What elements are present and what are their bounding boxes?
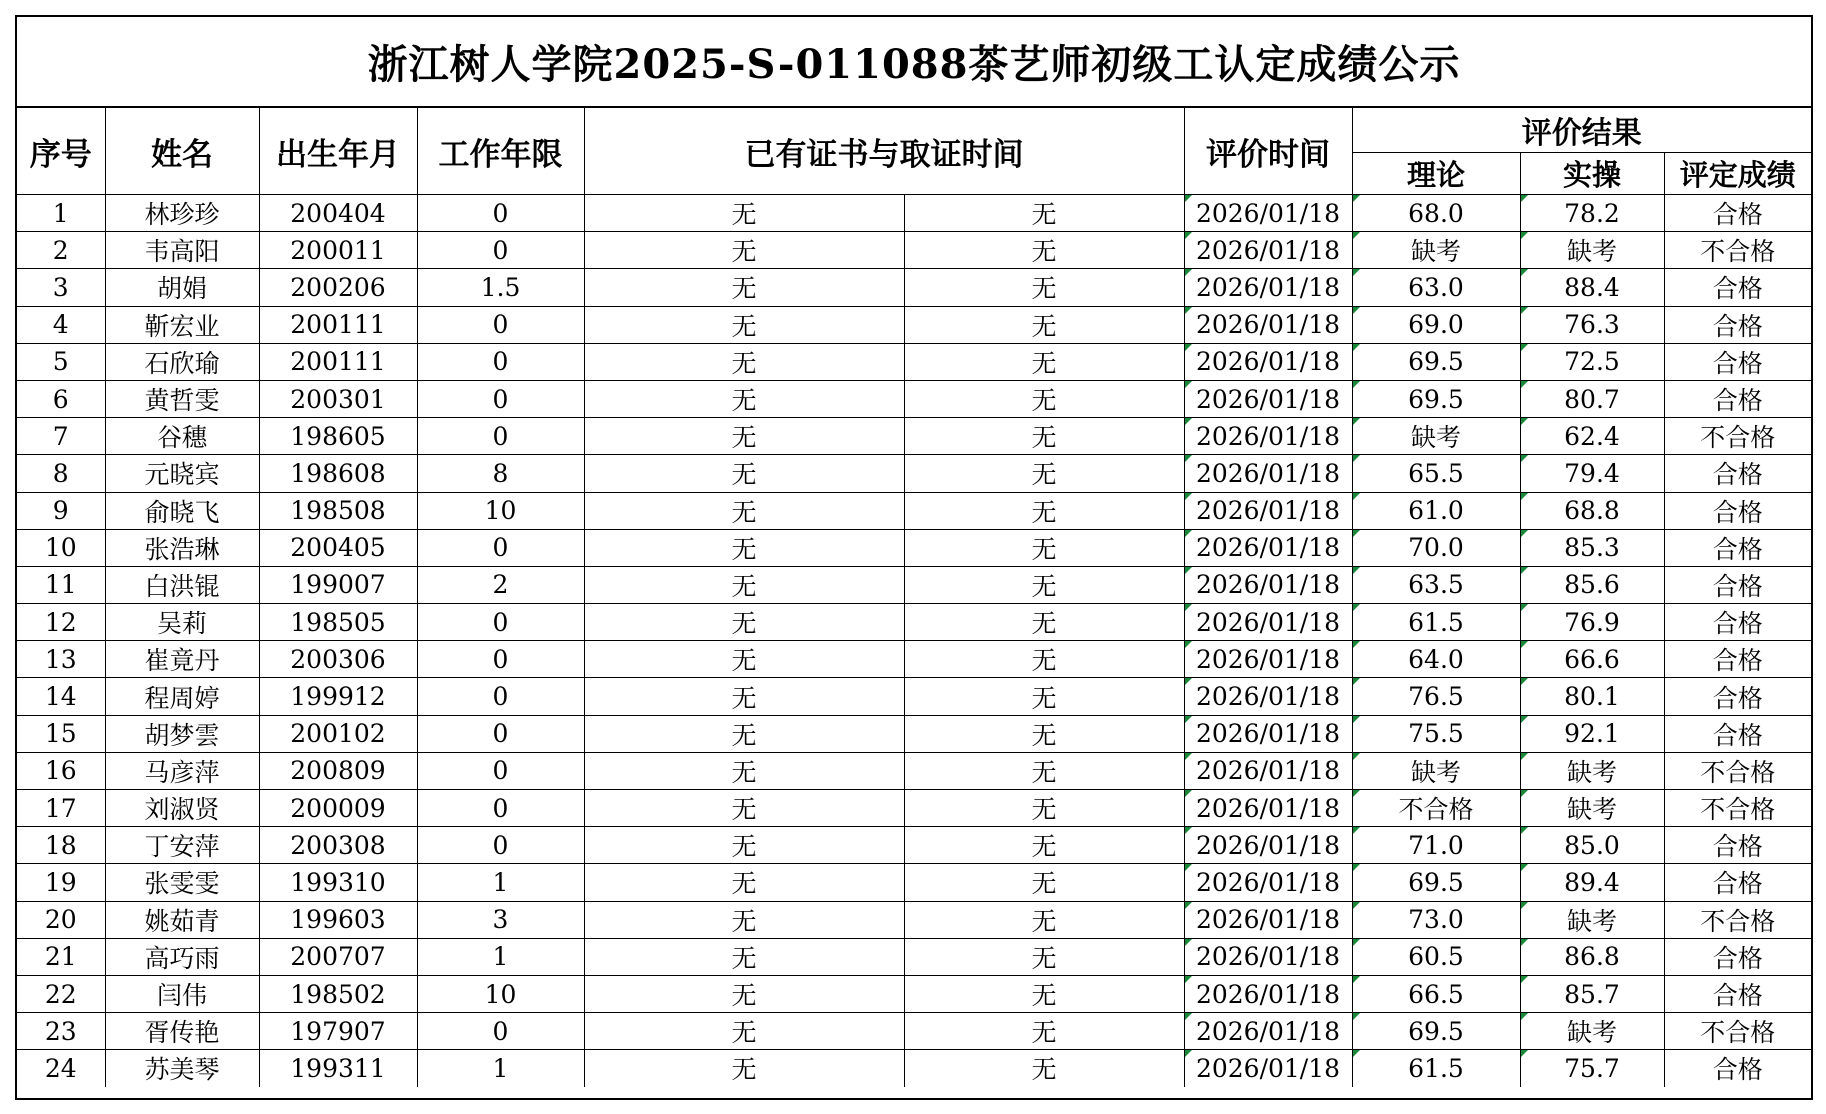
- cell-eval-date: 2026/01/18: [1184, 1050, 1352, 1087]
- cell-grade: 合格: [1664, 678, 1811, 715]
- cell-name: 靳宏业: [105, 306, 259, 343]
- cell-birth: 200707: [259, 938, 417, 975]
- cell-work-years: 0: [417, 752, 584, 789]
- cell-grade: 合格: [1664, 306, 1811, 343]
- cell-name: 胡娟: [105, 269, 259, 306]
- cell-practice: 92.1: [1520, 715, 1664, 752]
- cell-seq: 1: [17, 195, 105, 232]
- cell-name: 韦高阳: [105, 232, 259, 269]
- table-row: [17, 269, 1811, 306]
- table-row: [17, 901, 1811, 938]
- cell-certificate-time: 无: [904, 827, 1184, 864]
- cell-grade: 不合格: [1664, 752, 1811, 789]
- cell-certificate-time: 无: [904, 269, 1184, 306]
- cell-eval-date: 2026/01/18: [1184, 418, 1352, 455]
- cell-practice: 76.9: [1520, 604, 1664, 641]
- cell-eval-date: 2026/01/18: [1184, 827, 1352, 864]
- cell-certificate-time: 无: [904, 380, 1184, 417]
- cell-practice: 85.6: [1520, 566, 1664, 603]
- header-seq: 序号: [17, 108, 105, 195]
- cell-eval-date: 2026/01/18: [1184, 455, 1352, 492]
- cell-certificate: 无: [584, 678, 904, 715]
- cell-birth: 200009: [259, 790, 417, 827]
- cell-certificate: 无: [584, 418, 904, 455]
- table-row: [17, 827, 1811, 864]
- cell-certificate: 无: [584, 195, 904, 232]
- cell-name: 元晓宾: [105, 455, 259, 492]
- cell-work-years: 0: [417, 529, 584, 566]
- cell-theory: 60.5: [1352, 938, 1520, 975]
- cell-practice: 66.6: [1520, 641, 1664, 678]
- cell-grade: 合格: [1664, 975, 1811, 1012]
- cell-certificate: 无: [584, 715, 904, 752]
- cell-certificate-time: 无: [904, 752, 1184, 789]
- cell-theory: 69.5: [1352, 864, 1520, 901]
- cell-certificate-time: 无: [904, 901, 1184, 938]
- cell-theory: 70.0: [1352, 529, 1520, 566]
- cell-birth: 200301: [259, 380, 417, 417]
- cell-practice: 68.8: [1520, 492, 1664, 529]
- cell-certificate: 无: [584, 343, 904, 380]
- cell-practice: 85.7: [1520, 975, 1664, 1012]
- cell-certificate-time: 无: [904, 1050, 1184, 1087]
- cell-work-years: 8: [417, 455, 584, 492]
- cell-theory: 76.5: [1352, 678, 1520, 715]
- cell-theory: 64.0: [1352, 641, 1520, 678]
- cell-certificate-time: 无: [904, 641, 1184, 678]
- cell-work-years: 3: [417, 901, 584, 938]
- cell-theory: 75.5: [1352, 715, 1520, 752]
- table-row: [17, 678, 1811, 715]
- cell-eval-date: 2026/01/18: [1184, 641, 1352, 678]
- cell-certificate-time: 无: [904, 975, 1184, 1012]
- cell-work-years: 0: [417, 790, 584, 827]
- cell-seq: 16: [17, 752, 105, 789]
- table-row: [17, 455, 1811, 492]
- cell-work-years: 10: [417, 492, 584, 529]
- cell-seq: 18: [17, 827, 105, 864]
- cell-work-years: 1.5: [417, 269, 584, 306]
- cell-grade: 不合格: [1664, 418, 1811, 455]
- cell-certificate-time: 无: [904, 1013, 1184, 1050]
- cell-certificate-time: 无: [904, 232, 1184, 269]
- cell-seq: 2: [17, 232, 105, 269]
- header-eval-time: 评价时间: [1184, 108, 1352, 195]
- cell-birth: 200111: [259, 306, 417, 343]
- cell-grade: 合格: [1664, 455, 1811, 492]
- header-work-years: 工作年限: [417, 108, 584, 195]
- cell-seq: 5: [17, 343, 105, 380]
- sheet-title: 浙江树人学院2025-S-011088茶艺师初级工认定成绩公示: [17, 17, 1811, 108]
- cell-name: 姚茹青: [105, 901, 259, 938]
- cell-seq: 12: [17, 604, 105, 641]
- cell-practice: 88.4: [1520, 269, 1664, 306]
- cell-theory: 61.0: [1352, 492, 1520, 529]
- cell-grade: 合格: [1664, 715, 1811, 752]
- cell-eval-date: 2026/01/18: [1184, 604, 1352, 641]
- cell-work-years: 0: [417, 232, 584, 269]
- table-row: [17, 529, 1811, 566]
- cell-seq: 21: [17, 938, 105, 975]
- cell-birth: 198502: [259, 975, 417, 1012]
- cell-eval-date: 2026/01/18: [1184, 306, 1352, 343]
- cell-certificate-time: 无: [904, 678, 1184, 715]
- cell-seq: 24: [17, 1050, 105, 1087]
- cell-name: 吴莉: [105, 604, 259, 641]
- cell-grade: 合格: [1664, 529, 1811, 566]
- cell-certificate-time: 无: [904, 715, 1184, 752]
- cell-theory: 不合格: [1352, 790, 1520, 827]
- cell-certificate: 无: [584, 975, 904, 1012]
- cell-grade: 合格: [1664, 641, 1811, 678]
- cell-birth: 199603: [259, 901, 417, 938]
- cell-certificate: 无: [584, 1013, 904, 1050]
- cell-certificate-time: 无: [904, 492, 1184, 529]
- cell-work-years: 0: [417, 678, 584, 715]
- cell-name: 胡梦雲: [105, 715, 259, 752]
- cell-theory: 69.5: [1352, 1013, 1520, 1050]
- cell-seq: 8: [17, 455, 105, 492]
- table-row: [17, 418, 1811, 455]
- cell-certificate: 无: [584, 752, 904, 789]
- cell-name: 高巧雨: [105, 938, 259, 975]
- cell-certificate: 无: [584, 306, 904, 343]
- cell-birth: 200102: [259, 715, 417, 752]
- cell-grade: 合格: [1664, 492, 1811, 529]
- cell-certificate: 无: [584, 641, 904, 678]
- cell-birth: 197907: [259, 1013, 417, 1050]
- cell-seq: 20: [17, 901, 105, 938]
- cell-grade: 合格: [1664, 566, 1811, 603]
- header-result-group: 评价结果: [1352, 108, 1811, 153]
- cell-birth: 198605: [259, 418, 417, 455]
- cell-theory: 61.5: [1352, 1050, 1520, 1087]
- cell-practice: 79.4: [1520, 455, 1664, 492]
- cell-certificate: 无: [584, 604, 904, 641]
- table-row: [17, 715, 1811, 752]
- cell-work-years: 0: [417, 715, 584, 752]
- cell-name: 马彦萍: [105, 752, 259, 789]
- score-sheet: [15, 15, 1813, 1100]
- cell-theory: 缺考: [1352, 752, 1520, 789]
- table-row: [17, 938, 1811, 975]
- cell-work-years: 0: [417, 343, 584, 380]
- cell-birth: 200011: [259, 232, 417, 269]
- cell-eval-date: 2026/01/18: [1184, 232, 1352, 269]
- cell-name: 张雯雯: [105, 864, 259, 901]
- cell-birth: 200404: [259, 195, 417, 232]
- cell-grade: 不合格: [1664, 901, 1811, 938]
- cell-work-years: 0: [417, 195, 584, 232]
- table-row: [17, 566, 1811, 603]
- cell-birth: 198608: [259, 455, 417, 492]
- cell-birth: 199007: [259, 566, 417, 603]
- cell-name: 闫伟: [105, 975, 259, 1012]
- cell-practice: 85.3: [1520, 529, 1664, 566]
- cell-certificate-time: 无: [904, 790, 1184, 827]
- table-row: [17, 306, 1811, 343]
- cell-theory: 68.0: [1352, 195, 1520, 232]
- cell-practice: 85.0: [1520, 827, 1664, 864]
- cell-seq: 11: [17, 566, 105, 603]
- cell-name: 张浩琳: [105, 529, 259, 566]
- table-row: [17, 1013, 1811, 1050]
- cell-work-years: 0: [417, 380, 584, 417]
- table-row: [17, 232, 1811, 269]
- cell-practice: 缺考: [1520, 790, 1664, 827]
- header-grade: 评定成绩: [1664, 153, 1811, 195]
- cell-eval-date: 2026/01/18: [1184, 975, 1352, 1012]
- cell-practice: 89.4: [1520, 864, 1664, 901]
- cell-practice: 75.7: [1520, 1050, 1664, 1087]
- cell-seq: 15: [17, 715, 105, 752]
- cell-theory: 69.5: [1352, 380, 1520, 417]
- cell-work-years: 0: [417, 827, 584, 864]
- cell-certificate: 无: [584, 269, 904, 306]
- header-certificate: 已有证书与取证时间: [584, 108, 1184, 195]
- cell-grade: 合格: [1664, 195, 1811, 232]
- cell-certificate-time: 无: [904, 938, 1184, 975]
- table-row: [17, 752, 1811, 789]
- cell-work-years: 1: [417, 938, 584, 975]
- cell-theory: 73.0: [1352, 901, 1520, 938]
- table-row: [17, 492, 1811, 529]
- table-row: [17, 380, 1811, 417]
- cell-grade: 不合格: [1664, 232, 1811, 269]
- cell-practice: 86.8: [1520, 938, 1664, 975]
- cell-work-years: 0: [417, 1013, 584, 1050]
- header-practice: 实操: [1520, 153, 1664, 195]
- cell-eval-date: 2026/01/18: [1184, 566, 1352, 603]
- cell-name: 苏美琴: [105, 1050, 259, 1087]
- cell-certificate: 无: [584, 492, 904, 529]
- cell-certificate: 无: [584, 938, 904, 975]
- cell-practice: 80.7: [1520, 380, 1664, 417]
- cell-eval-date: 2026/01/18: [1184, 269, 1352, 306]
- cell-certificate-time: 无: [904, 418, 1184, 455]
- cell-seq: 7: [17, 418, 105, 455]
- cell-grade: 合格: [1664, 269, 1811, 306]
- cell-grade: 合格: [1664, 604, 1811, 641]
- cell-certificate-time: 无: [904, 455, 1184, 492]
- table-row: [17, 1050, 1811, 1087]
- cell-certificate: 无: [584, 232, 904, 269]
- cell-eval-date: 2026/01/18: [1184, 380, 1352, 417]
- cell-seq: 10: [17, 529, 105, 566]
- cell-seq: 9: [17, 492, 105, 529]
- cell-seq: 4: [17, 306, 105, 343]
- cell-certificate-time: 无: [904, 195, 1184, 232]
- cell-seq: 3: [17, 269, 105, 306]
- table-row: [17, 864, 1811, 901]
- cell-seq: 22: [17, 975, 105, 1012]
- cell-grade: 不合格: [1664, 790, 1811, 827]
- cell-grade: 合格: [1664, 864, 1811, 901]
- cell-theory: 缺考: [1352, 418, 1520, 455]
- cell-seq: 23: [17, 1013, 105, 1050]
- cell-theory: 71.0: [1352, 827, 1520, 864]
- cell-practice: 缺考: [1520, 232, 1664, 269]
- header-name: 姓名: [105, 108, 259, 195]
- cell-practice: 76.3: [1520, 306, 1664, 343]
- table-row: [17, 604, 1811, 641]
- cell-theory: 61.5: [1352, 604, 1520, 641]
- cell-name: 林珍珍: [105, 195, 259, 232]
- cell-grade: 合格: [1664, 343, 1811, 380]
- cell-grade: 合格: [1664, 1050, 1811, 1087]
- cell-work-years: 0: [417, 306, 584, 343]
- table-row: [17, 343, 1811, 380]
- cell-theory: 69.5: [1352, 343, 1520, 380]
- cell-eval-date: 2026/01/18: [1184, 678, 1352, 715]
- cell-certificate-time: 无: [904, 566, 1184, 603]
- cell-practice: 62.4: [1520, 418, 1664, 455]
- cell-certificate-time: 无: [904, 306, 1184, 343]
- cell-grade: 合格: [1664, 380, 1811, 417]
- cell-work-years: 0: [417, 418, 584, 455]
- cell-birth: 199310: [259, 864, 417, 901]
- table-row: [17, 195, 1811, 232]
- cell-name: 程周婷: [105, 678, 259, 715]
- cell-eval-date: 2026/01/18: [1184, 343, 1352, 380]
- cell-grade: 合格: [1664, 938, 1811, 975]
- cell-certificate-time: 无: [904, 343, 1184, 380]
- cell-practice: 缺考: [1520, 1013, 1664, 1050]
- cell-birth: 198505: [259, 604, 417, 641]
- cell-name: 俞晓飞: [105, 492, 259, 529]
- cell-birth: 200809: [259, 752, 417, 789]
- cell-eval-date: 2026/01/18: [1184, 1013, 1352, 1050]
- cell-name: 白洪锟: [105, 566, 259, 603]
- cell-theory: 66.5: [1352, 975, 1520, 1012]
- cell-theory: 缺考: [1352, 232, 1520, 269]
- cell-name: 刘淑贤: [105, 790, 259, 827]
- cell-eval-date: 2026/01/18: [1184, 864, 1352, 901]
- cell-certificate: 无: [584, 790, 904, 827]
- cell-seq: 6: [17, 380, 105, 417]
- cell-grade: 不合格: [1664, 1013, 1811, 1050]
- table-row: [17, 975, 1811, 1012]
- header-birth: 出生年月: [259, 108, 417, 195]
- cell-practice: 80.1: [1520, 678, 1664, 715]
- cell-theory: 63.5: [1352, 566, 1520, 603]
- cell-theory: 63.0: [1352, 269, 1520, 306]
- cell-certificate: 无: [584, 455, 904, 492]
- cell-certificate-time: 无: [904, 529, 1184, 566]
- cell-certificate-time: 无: [904, 864, 1184, 901]
- score-table: [17, 108, 1811, 1087]
- cell-certificate: 无: [584, 380, 904, 417]
- cell-eval-date: 2026/01/18: [1184, 901, 1352, 938]
- table-row: [17, 641, 1811, 678]
- cell-name: 丁安萍: [105, 827, 259, 864]
- cell-eval-date: 2026/01/18: [1184, 752, 1352, 789]
- cell-work-years: 1: [417, 864, 584, 901]
- cell-birth: 199912: [259, 678, 417, 715]
- cell-name: 崔竟丹: [105, 641, 259, 678]
- cell-certificate: 无: [584, 827, 904, 864]
- cell-practice: 缺考: [1520, 752, 1664, 789]
- cell-certificate: 无: [584, 901, 904, 938]
- cell-eval-date: 2026/01/18: [1184, 790, 1352, 827]
- cell-certificate: 无: [584, 566, 904, 603]
- cell-theory: 65.5: [1352, 455, 1520, 492]
- cell-eval-date: 2026/01/18: [1184, 715, 1352, 752]
- cell-seq: 17: [17, 790, 105, 827]
- cell-certificate: 无: [584, 1050, 904, 1087]
- cell-grade: 合格: [1664, 827, 1811, 864]
- cell-name: 谷穗: [105, 418, 259, 455]
- cell-name: 黄哲雯: [105, 380, 259, 417]
- cell-birth: 200405: [259, 529, 417, 566]
- table-body: [17, 195, 1811, 1087]
- cell-eval-date: 2026/01/18: [1184, 195, 1352, 232]
- cell-work-years: 1: [417, 1050, 584, 1087]
- cell-birth: 200111: [259, 343, 417, 380]
- cell-eval-date: 2026/01/18: [1184, 492, 1352, 529]
- cell-practice: 缺考: [1520, 901, 1664, 938]
- cell-birth: 198508: [259, 492, 417, 529]
- cell-certificate-time: 无: [904, 604, 1184, 641]
- cell-practice: 78.2: [1520, 195, 1664, 232]
- cell-certificate: 无: [584, 864, 904, 901]
- cell-certificate: 无: [584, 529, 904, 566]
- cell-birth: 200308: [259, 827, 417, 864]
- cell-birth: 199311: [259, 1050, 417, 1087]
- cell-practice: 72.5: [1520, 343, 1664, 380]
- table-row: [17, 790, 1811, 827]
- cell-work-years: 0: [417, 641, 584, 678]
- cell-name: 石欣瑜: [105, 343, 259, 380]
- header-theory: 理论: [1352, 153, 1520, 195]
- cell-work-years: 2: [417, 566, 584, 603]
- cell-birth: 200306: [259, 641, 417, 678]
- cell-work-years: 0: [417, 604, 584, 641]
- cell-seq: 14: [17, 678, 105, 715]
- cell-work-years: 10: [417, 975, 584, 1012]
- cell-name: 胥传艳: [105, 1013, 259, 1050]
- cell-eval-date: 2026/01/18: [1184, 529, 1352, 566]
- cell-eval-date: 2026/01/18: [1184, 938, 1352, 975]
- cell-seq: 19: [17, 864, 105, 901]
- cell-birth: 200206: [259, 269, 417, 306]
- cell-theory: 69.0: [1352, 306, 1520, 343]
- cell-seq: 13: [17, 641, 105, 678]
